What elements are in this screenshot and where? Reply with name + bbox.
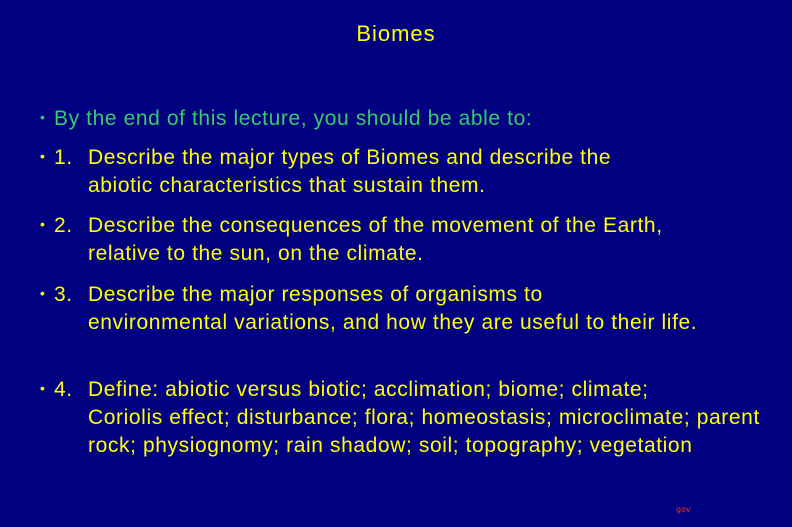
- bullet-dot: •: [40, 380, 46, 396]
- bullet-dot: •: [40, 148, 46, 164]
- objective-item: [40, 376, 760, 460]
- objective-item: [40, 281, 760, 337]
- bullet-dot: •: [40, 285, 46, 301]
- objective-number: 1.: [54, 146, 73, 169]
- objective-number: 2.: [54, 214, 73, 237]
- intro-text: By the end of this lecture, you should be able to:: [54, 107, 533, 130]
- objective-continuation: relative to the sun, on the climate.: [88, 242, 424, 265]
- objective-text: [40, 144, 760, 200]
- bullet-dot: •: [40, 109, 46, 125]
- objective-number: 4.: [54, 378, 73, 401]
- objective-line: Describe the major types of Biomes and describe the: [88, 146, 612, 169]
- objective-continuation: Coriolis effect; disturbance; flora; homeostasis; microclimate; parent rock; physiognomy; rain shadow; soil; topography; vegetation: [88, 406, 760, 457]
- objective-text: [40, 281, 760, 337]
- objective-number: 3.: [54, 283, 73, 306]
- objective-continuation: environmental variations, and how they are useful to their life.: [88, 311, 698, 334]
- bullet-dot: •: [40, 216, 46, 232]
- objective-line: Describe the consequences of the movement of the Earth,: [88, 214, 663, 237]
- objective-line: Define: abiotic versus biotic; acclimation; biome; climate;: [88, 378, 649, 401]
- objective-continuation: abiotic characteristics that sustain them.: [88, 174, 486, 197]
- objective-item: [40, 212, 760, 268]
- footer-mark: gov: [676, 505, 691, 514]
- intro-bullet: [40, 105, 760, 133]
- slide-title: Biomes: [356, 21, 436, 46]
- objective-line: Describe the major responses of organisms to: [88, 283, 543, 306]
- objective-text: [40, 376, 760, 460]
- objective-text: [40, 212, 760, 268]
- objective-item: [40, 144, 760, 200]
